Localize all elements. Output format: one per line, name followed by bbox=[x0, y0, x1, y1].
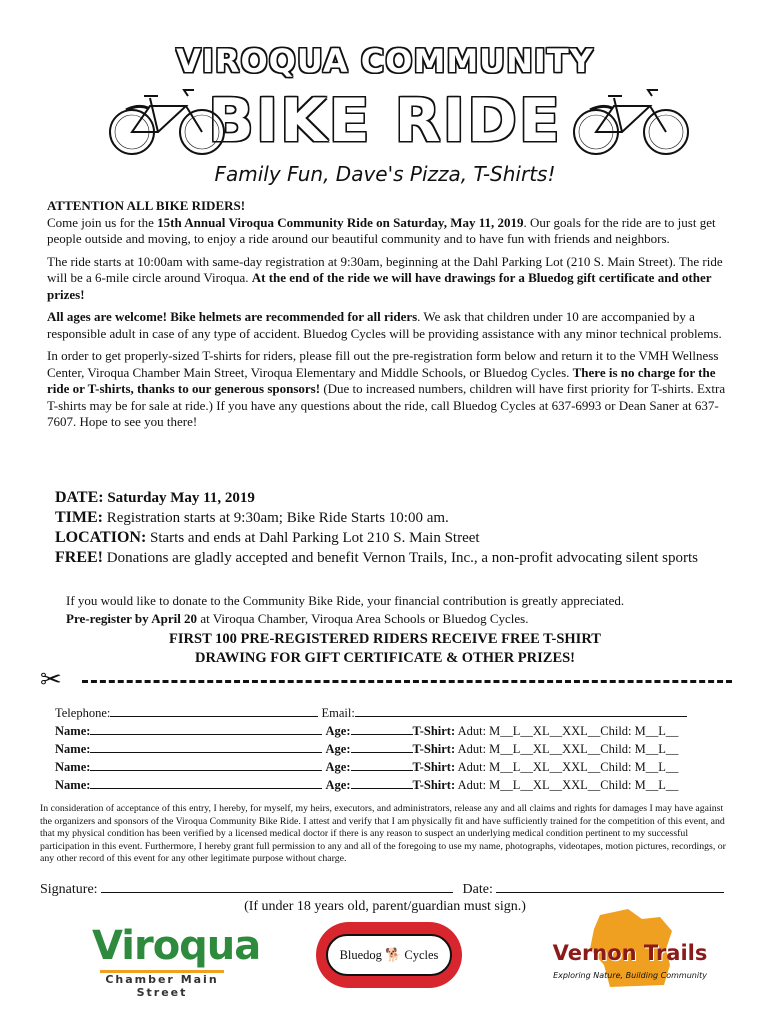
bicycle-right-icon bbox=[572, 78, 690, 158]
guardian-note: (If under 18 years old, parent/guardian must sign.) bbox=[244, 899, 526, 914]
age-field[interactable] bbox=[351, 722, 413, 735]
intro-p4-rest: (Due to increased numbers, children will have first priority for T-shirts. Extra T-shirts may be for sale at ride.) If you have any questions about the ride, call Bluedog Cycles at 637-6993 or Dean Saner at 637-7607. Hope to see you there! bbox=[47, 381, 726, 429]
banner-line2: DRAWING FOR GIFT CERTIFICATE & OTHER PRIZES! bbox=[194, 650, 576, 666]
signature-date-field[interactable] bbox=[496, 880, 724, 893]
email-field[interactable] bbox=[355, 704, 687, 717]
name-field[interactable] bbox=[90, 722, 322, 735]
registrant-row bbox=[55, 758, 678, 776]
vernon-trails-slogan: Exploring Nature, Building Community bbox=[553, 971, 707, 980]
tshirt-size-options[interactable]: Adut: M__L__XL__XXL__Child: M__L__ bbox=[457, 778, 679, 792]
name-label: Name: bbox=[55, 742, 91, 756]
registrant-row bbox=[55, 722, 678, 740]
donate-line2: at Viroqua Chamber, Viroqua Area Schools or Bluedog Cycles. bbox=[197, 611, 529, 626]
intro-p2-bold: At the end of the ride we will have drawings for a Bluedog gift certificate and other prizes! bbox=[47, 270, 712, 302]
name-label: Name: bbox=[55, 724, 91, 738]
vernon-trails-logo bbox=[550, 905, 710, 995]
intro-p1: Come join us for the bbox=[47, 214, 158, 230]
intro-p2: The ride starts at 10:00am with same-day registration at 9:30am, beginning at the Dahl Parking Lot (210 S. Main Street). The ride will be a 6-mile circle around Viroqua. bbox=[47, 253, 723, 285]
telephone-field[interactable] bbox=[110, 704, 318, 717]
tshirt-size-options[interactable]: Adut: M__L__XL__XXL__Child: M__L__ bbox=[457, 742, 679, 756]
viroqua-chamber-logo bbox=[92, 923, 261, 999]
registrant-row bbox=[55, 776, 678, 794]
tshirt-label: T-Shirt: bbox=[412, 760, 456, 774]
bluedog-logo-text: Bluedog bbox=[339, 948, 382, 962]
tshirt-label: T-Shirt: bbox=[412, 742, 456, 756]
donate-info bbox=[66, 592, 624, 628]
intro-p3-bold: All ages are welcome! Bike helmets are recommended for all riders bbox=[47, 309, 418, 324]
viroqua-logo-text: Viroqua bbox=[92, 923, 261, 969]
cycles-logo-text: Cycles bbox=[404, 948, 439, 962]
tshirt-size-options[interactable]: Adut: M__L__XL__XXL__Child: M__L__ bbox=[457, 724, 679, 738]
signature-field[interactable] bbox=[101, 880, 453, 893]
dog-icon: 🐕 bbox=[385, 947, 402, 962]
attention-heading: ATTENTION ALL BIKE RIDERS! bbox=[47, 198, 246, 213]
name-label: Name: bbox=[55, 778, 91, 792]
event-details bbox=[55, 488, 698, 568]
date-value: Saturday May 11, 2019 bbox=[107, 490, 255, 506]
free-label: FREE! bbox=[55, 549, 103, 566]
age-field[interactable] bbox=[351, 776, 413, 789]
free-value: Donations are gladly accepted and benefit Vernon Trails, Inc., a non-profit advocating silent sports bbox=[106, 550, 698, 566]
registrant-row bbox=[55, 740, 678, 758]
time-value: Registration starts at 9:30am; Bike Ride Starts 10:00 am. bbox=[106, 510, 449, 526]
prize-banner bbox=[0, 630, 770, 668]
event-title-line1: VIROQUA COMMUNITY bbox=[176, 42, 594, 80]
telephone-label: Telephone: bbox=[55, 706, 111, 720]
liability-waiver: In consideration of acceptance of this entry, I hereby, for myself, my heirs, executors, and administrators, release any and all claims and rights for damages I may have against the organizers and sponsors of the Viroqua Community Bike Ride. I attest and verify that I am physically fit and have sufficiently trained for the competition of this event, and that my physical condition has been verified by a licensed medical doctor if there is any reason to suspect an underlying medical condition pertinent to my successful participation in this event. Furthermore, I hereby grant full permission to any and all of the foregoing to use my name, photographs, videotapes, motion pictures, recordings, or any other record of this event for any other legitimate purpose without charge. bbox=[40, 803, 726, 865]
signature-label: Signature: bbox=[40, 882, 98, 897]
date-field-label: Date: bbox=[462, 882, 493, 897]
time-label: TIME: bbox=[55, 509, 103, 526]
tshirt-label: T-Shirt: bbox=[412, 724, 456, 738]
location-value: Starts and ends at Dahl Parking Lot 210 S. Main Street bbox=[150, 530, 480, 546]
email-label: Email: bbox=[321, 706, 355, 720]
age-label: Age: bbox=[325, 778, 351, 792]
name-field[interactable] bbox=[90, 758, 322, 771]
intro-p3: . We ask that children under 10 are accompanied by a responsible adult in case of any type of accident. Bluedog Cycles will be providing assistance with any minor technical problems. bbox=[47, 309, 722, 341]
intro-p1-bold: 15th Annual Viroqua Community Ride on Saturday, May 11, 2019 bbox=[157, 214, 524, 230]
viroqua-logo-subtitle: Chamber Main Street bbox=[105, 973, 219, 999]
age-label: Age: bbox=[325, 724, 351, 738]
tshirt-size-options[interactable]: Adut: M__L__XL__XXL__Child: M__L__ bbox=[457, 760, 679, 774]
age-field[interactable] bbox=[351, 740, 413, 753]
intro-p1-rest: . Our goals for the ride are to just get people outside and moving, to enjoy a ride around our beautiful community and to have fun with friends and neighbors. bbox=[47, 214, 716, 246]
tshirt-label: T-Shirt: bbox=[412, 778, 456, 792]
name-field[interactable] bbox=[90, 776, 322, 789]
cut-line bbox=[82, 680, 732, 683]
scissors-icon: ✂ bbox=[40, 665, 62, 694]
telephone-email-row bbox=[55, 704, 687, 722]
event-title-line2: BIKE RIDE bbox=[208, 86, 562, 156]
age-label: Age: bbox=[325, 742, 351, 756]
intro-p4: In order to get properly-sized T-shirts for riders, please fill out the pre-registration form below and return it to the VMH Wellness Center, Viroqua Chamber Main Street, Viroqua Elementary and Middle Schools, or Bluedog Cycles. bbox=[47, 348, 719, 380]
intro-text bbox=[47, 198, 727, 437]
name-field[interactable] bbox=[90, 740, 322, 753]
location-label: LOCATION: bbox=[55, 529, 147, 546]
age-label: Age: bbox=[325, 760, 351, 774]
preregister-deadline: Pre-register by April 20 bbox=[66, 611, 198, 626]
signature-row bbox=[40, 880, 724, 898]
date-label: DATE: bbox=[55, 489, 104, 506]
bicycle-left-icon bbox=[108, 78, 226, 158]
name-label: Name: bbox=[55, 760, 91, 774]
event-tagline: Family Fun, Dave's Pizza, T-Shirts! bbox=[214, 162, 556, 186]
intro-p4-bold: There is no charge for the ride or T-shirts, thanks to our generous sponsors! bbox=[47, 364, 716, 396]
bluedog-cycles-logo bbox=[316, 922, 462, 988]
donate-line1: If you would like to donate to the Community Bike Ride, your financial contribution is greatly appreciated. bbox=[66, 593, 625, 608]
banner-line1: FIRST 100 PRE-REGISTERED RIDERS RECEIVE FREE T-SHIRT bbox=[169, 631, 601, 647]
age-field[interactable] bbox=[351, 758, 413, 771]
vernon-trails-text: Vernon Trails bbox=[552, 941, 708, 965]
